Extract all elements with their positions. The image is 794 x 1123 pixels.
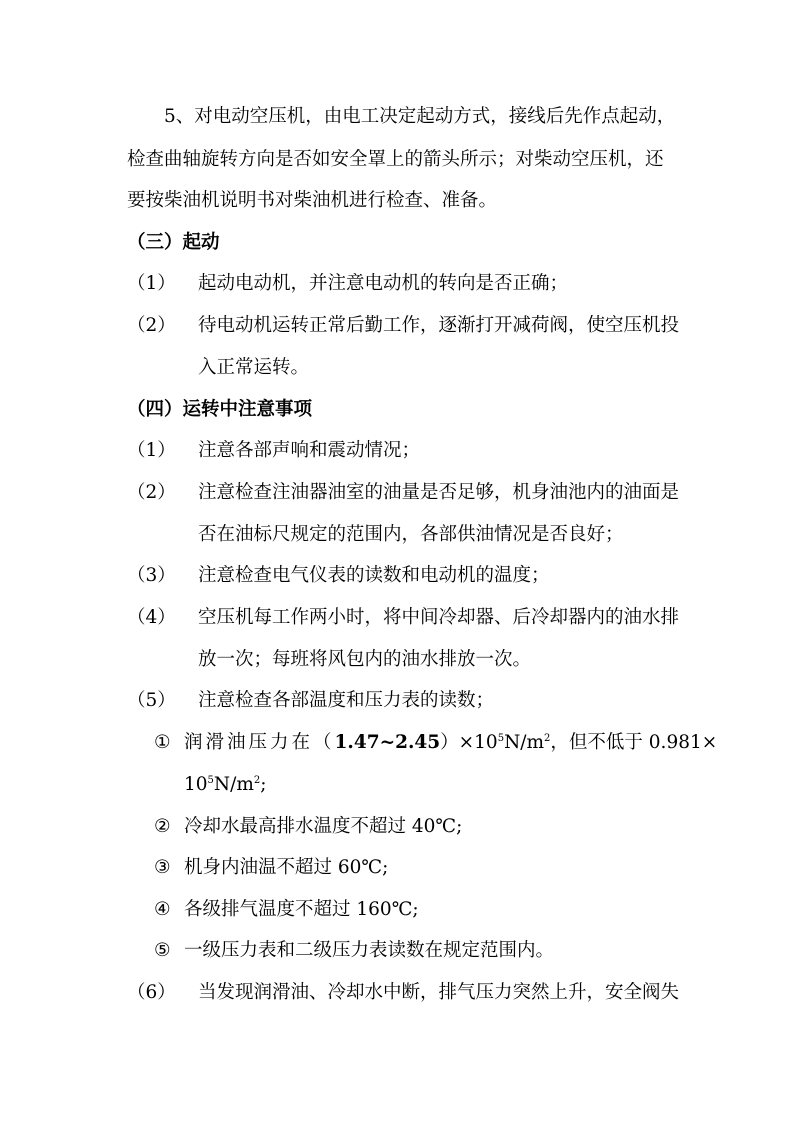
sub-item-1-range: 1.47~2.45 [334,732,441,753]
sub-item-1-cont-exp: 5 [207,774,214,786]
sub-item-1-cont-base: 10 [184,774,208,795]
section4-item1-text: 注意各部声响和震动情况； [198,440,421,461]
sub-item-1 [154,731,717,755]
sub-item-1-unit1: N/m [504,732,545,753]
section4-item5-text: 注意检查各部温度和压力表的读数； [198,690,495,711]
section3-heading: （三）起动 [127,232,220,253]
sub-item-1-pre: 润滑油压力在（ [184,732,335,753]
section4-item2-text: 注意检查注油器油室的油量是否足够，机身油池内的油面是 [198,482,680,503]
sub-item-1-cont-end: ; [260,774,267,795]
sub-item-5-text: 一级压力表和二级压力表读数在规定范围内。 [184,940,555,961]
sub-item-2-mark: ② [154,816,171,837]
sub-item-1-cont-unit: N/m [213,774,254,795]
section4-heading: （四）运转中注意事项 [127,399,313,420]
section4-item4-text: 空压机每工作两小时，将中间冷却器、后冷却器内的油水排 [198,607,680,628]
section4-item2-cont: 否在油标尺规定的范围内，各部供油情况是否良好； [198,524,624,545]
sub-item-1-exp1: 5 [497,732,505,744]
sub-item-3 [154,856,388,880]
para5-line3: 要按柴油机说明书对柴油机进行检查、准备。 [127,190,498,211]
sub-item-1-mark: ① [154,732,171,753]
section4-item2-num: （2） [127,482,176,503]
para5-line1: 5、对电动空压机，由电工决定起动方式，接线后先作点起动， [164,106,676,127]
section3-item1-num: （1） [127,273,176,294]
sub-item-1-cont-exp2: 2 [253,774,261,786]
section4-item4-cont: 放一次；每班将风包内的油水排放一次。 [198,649,532,670]
sub-item-3-text: 机身内油温不超过 60℃; [184,857,389,878]
section4-item3-text: 注意检查电气仪表的读数和电动机的温度； [198,565,550,586]
sub-item-2-text: 冷却水最高排水温度不超过 40℃; [184,816,463,837]
section4-item6-text: 当发现润滑油、冷却水中断，排气压力突然上升，安全阀失 [198,982,680,1003]
section3-item1-text: 起动电动机，并注意电动机的转向是否正确； [198,273,569,294]
section4-item6-num: （6） [127,982,176,1003]
sub-item-4-text: 各级排气温度不超过 160℃; [184,899,419,920]
section3-item2-cont: 入正常运转。 [198,357,310,378]
sub-item-3-mark: ③ [154,857,171,878]
sub-item-2 [154,815,462,839]
sub-item-4 [154,898,419,922]
section4-item3-num: （3） [127,565,176,586]
sub-item-1-mid: ）×10 [440,732,498,753]
section3-item2-text: 待电动机运转正常后勤工作，逐渐打开减荷阀，使空压机投 [198,315,680,336]
section4-item4-num: （4） [127,607,176,628]
section4-item1-num: （1） [127,440,176,461]
sub-item-1-post: ，但不低于 0.981× [550,732,718,753]
para5-line2: 检查曲轴旋转方向是否如安全罩上的箭头所示；对柴动空压机，还 [127,149,664,170]
sub-item-1-cont [184,773,267,797]
section4-item5-num: （5） [127,690,176,711]
section3-item2-num: （2） [127,315,176,336]
sub-item-5-mark: ⑤ [154,940,171,961]
sub-item-5 [154,939,554,963]
sub-item-4-mark: ④ [154,899,171,920]
sub-item-1-exp2: 2 [544,732,551,744]
